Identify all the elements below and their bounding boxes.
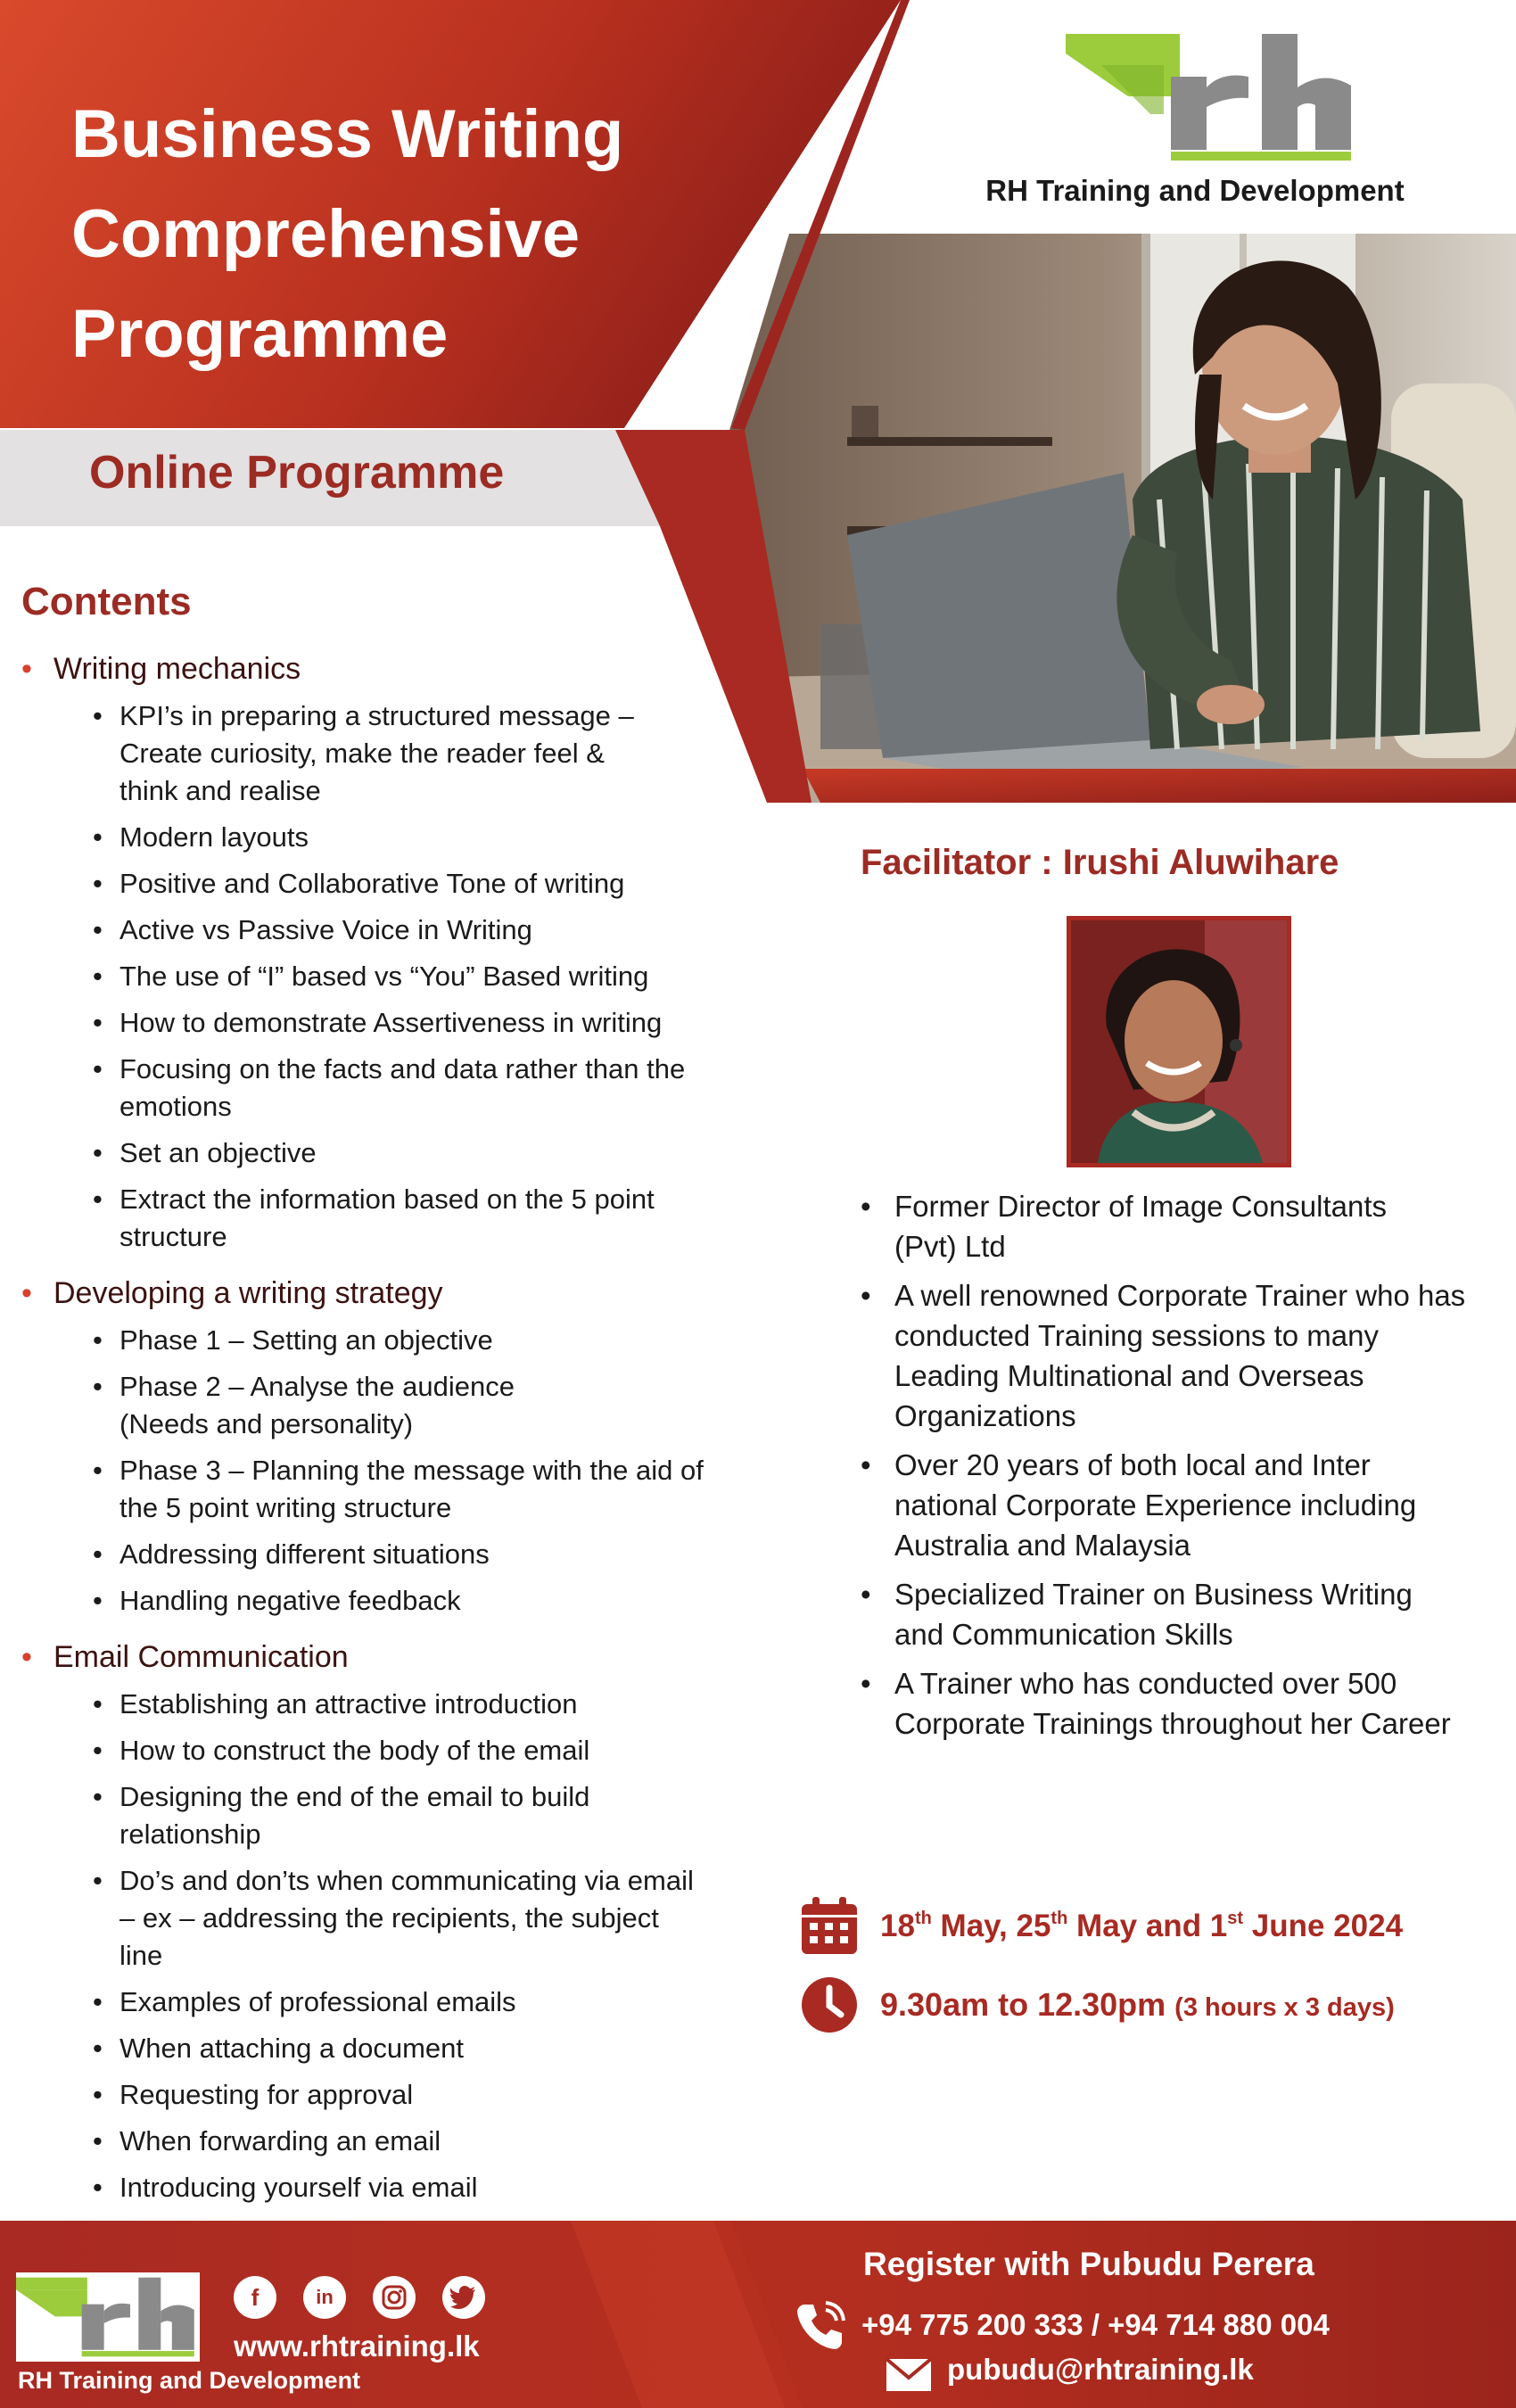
section-items [93,697,753,1256]
list-item: • Over 20 years of both local and Inter national Corporate Experience including Australia and Malaysia [861,1445,1467,1565]
twitter-icon[interactable] [442,2276,485,2319]
training-time: 9.30am to 12.30pm (3 hours x 3 days) [880,1986,1395,2023]
facebook-icon[interactable]: f [234,2276,276,2319]
email-address[interactable]: pubudu@rhtraining.lk [947,2353,1254,2386]
list-item: • How to construct the body of the email [93,1732,753,1769]
list-item: • Phase 3 – Planning the message with the aid of the 5 point writing structure [93,1452,735,1527]
list-item: • Requesting for approval [93,2076,753,2114]
list-item: • Do’s and don’ts when communicating via email – ex – addressing the recipients, the subject line [93,1862,699,1975]
calendar-icon [798,1895,861,1958]
section-items [93,1686,753,2206]
facilitator-credentials [861,1186,1503,1752]
schedule-time [798,1974,1395,2036]
list-item: • Examples of professional emails [93,1983,753,2021]
rh-logo [1066,34,1360,161]
list-item: • Specialized Trainer on Business Writing and Communication Skills [861,1574,1467,1654]
section-email-communication [21,1637,753,2215]
list-item: • Former Director of Image Consultants (Pvt) Ltd [861,1186,1396,1266]
section-title: • Developing a writing strategy [21,1274,753,1313]
list-item: • Introducing yourself via email [93,2169,753,2206]
list-item: • Establishing an attractive introduction [93,1686,753,1723]
section-writing-mechanics [21,649,753,1265]
programme-mode: Online Programme [89,447,505,499]
phone-numbers[interactable]: +94 775 200 333 / +94 714 880 004 [861,2308,1330,2341]
section-writing-strategy [21,1274,753,1629]
instagram-icon[interactable] [373,2276,416,2319]
title-line-1: Business Writing [71,96,624,172]
section-title: • Writing mechanics [21,649,753,689]
footer-logo [16,2272,200,2362]
section-title: • Email Communication [21,1637,753,1677]
duration: (3 hours x 3 days) [1174,1993,1395,2022]
linkedin-icon[interactable]: in [303,2276,346,2319]
list-item: • KPI’s in preparing a structured message – Create curiosity, make the reader feel & think and realise [93,697,646,810]
mail-icon [886,2358,932,2392]
brand-name-footer: RH Training and Development [18,2367,361,2394]
register-heading: Register with Pubudu Perera [863,2246,1314,2282]
list-item: • Phase 2 – Analyse the audience (Needs and personality) [93,1368,592,1443]
clock-icon [798,1974,861,2036]
brand-name-top: RH Training and Development [985,174,1405,207]
list-item: • A Trainer who has conducted over 500 Corporate Trainings throughout her Career [861,1663,1503,1744]
website-link[interactable]: www.rhtraining.lk [234,2330,480,2363]
list-item: • Phase 1 – Setting an objective [93,1322,753,1359]
list-item: • A well renowned Corporate Trainer who has conducted Training sessions to many Leading Multinational and Overseas Organizations [861,1275,1485,1436]
list-item: • Active vs Passive Voice in Writing [93,911,753,949]
list-item: • Focusing on the facts and data rather than the emotions [93,1051,753,1126]
section-items [93,1322,753,1620]
facilitator-heading: Facilitator : Irushi Aluwihare [861,843,1339,882]
list-item: • Positive and Collaborative Tone of writing [93,865,753,903]
list-item: • When forwarding an email [93,2123,753,2160]
page-title [71,85,785,384]
list-item: • When attaching a document [93,2030,753,2067]
training-dates: 18th May, 25th May and 1st June 2024 [880,1909,1404,1943]
list-item: • Extract the information based on the 5 point structure [93,1181,717,1256]
title-line-3: Programme [71,296,449,372]
contents-heading: Contents [21,580,192,623]
list-item: • Set an objective [93,1134,753,1172]
list-item: • Modern layouts [93,819,753,856]
list-item: • Handling negative feedback [93,1582,753,1620]
list-item: • Designing the end of the email to build relationship [93,1778,628,1853]
schedule-dates [798,1895,1403,1958]
facilitator-photo [1067,916,1291,1167]
list-item: • The use of “I” based vs “You” Based writing [93,958,753,995]
list-item: • Addressing different situations [93,1536,753,1573]
list-item: • How to demonstrate Assertiveness in writing [93,1004,753,1042]
phone-icon [792,2297,849,2354]
title-line-2: Comprehensive [71,196,581,272]
